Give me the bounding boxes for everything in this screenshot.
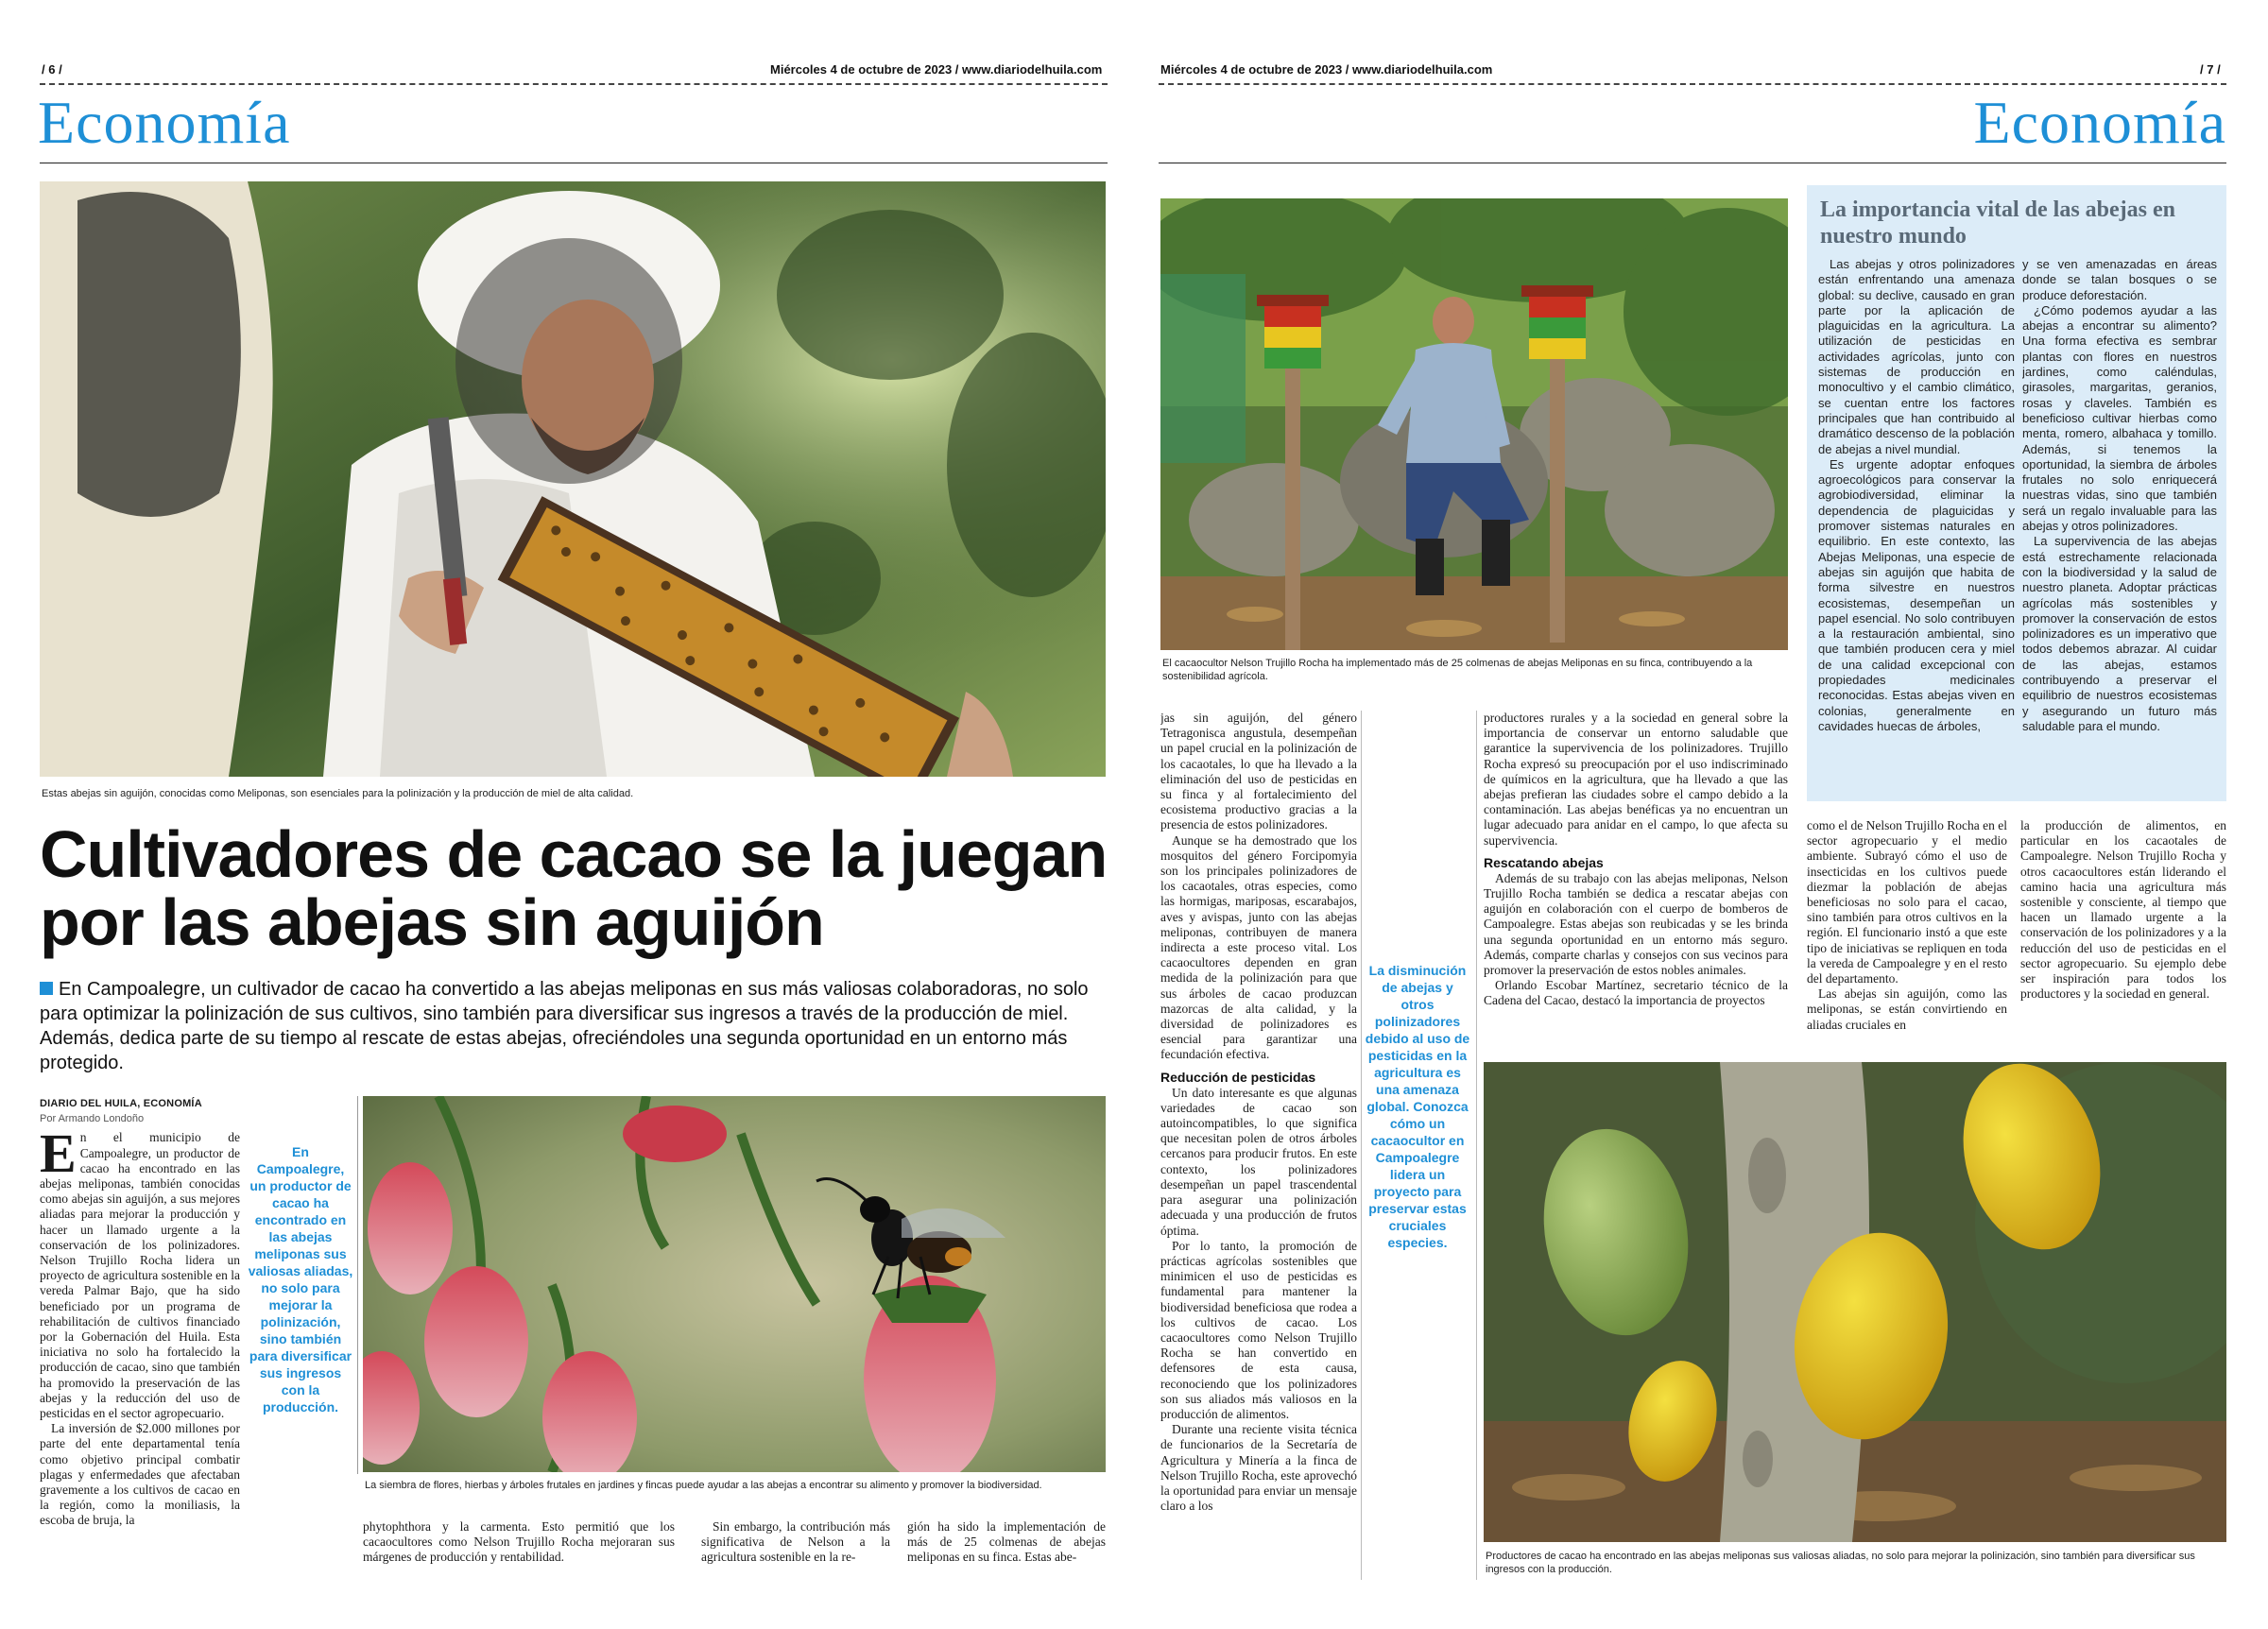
article-column-p7-3: [1807, 818, 2007, 1060]
subhead-rescue: Rescatando abejas: [1484, 854, 1604, 870]
paragraph: Además de su trabajo con las abejas meliponas, Nelson Trujillo Rocha también se dedica a rescatar abejas con aguijón en colaboración con el cuerpo de bomberos de Campoalegre. Estas abejas son reubicadas y se les brinda una segunda oportunidad en un entorno más seguro. Además, comparte charlas y consejos con sus vecinos para promover la preservación de estos nobles animales.: [1484, 870, 1788, 978]
farmer-photo-caption: El cacaocultor Nelson Trujillo Rocha ha implementado más de 25 colmenas de abejas Meliponas en su finca, contribuyendo a la sostenibilidad agrícola.: [1162, 658, 1753, 682]
bottom-column-2: [701, 1519, 890, 1576]
cacao-pods-photo: [1484, 1062, 2226, 1542]
article-column-1: [40, 1096, 240, 1587]
paragraph: como el de Nelson Trujillo Rocha en el sector agropecuario y el medio ambiente. Subrayó cómo el uso de insecticidas en los cultivos puede diezmar la población de abejas beneficiosas no solo para el cacao, sino también para otros cultivos en la región. El funcionario instó a que este tipo de iniciativas se repliquen en toda la vereda de Campoalegre y en el resto del departamento.: [1807, 818, 2007, 986]
paragraph: La supervivencia de las abejas está estrechamente relacionada con la biodiversidad y la salud de nuestro planeta. Adoptar prácticas agrícolas más sostenibles y promover la conservación de estos polinizadores es un imperativo que todos debemos abrazar. Al cuidar de las abejas, estamos contribuyendo a preservar el equilibrio de nuestros ecosistemas y asegurando un futuro más saludable para el mundo.: [2022, 534, 2217, 733]
date-and-site: Miércoles 4 de octubre de 2023 / www.diariodelhuila.com: [1160, 62, 1493, 77]
paragraph: Orlando Escobar Martínez, secretario técnico de la Cadena del Cacao, destacó la importancia de proyectos: [1484, 978, 1788, 1008]
article-column-p7-4: [2020, 818, 2226, 1060]
paragraph: Sin embargo, la contribución más significativa de Nelson a la agricultura sostenible en la re-: [701, 1519, 890, 1565]
paragraph: n el municipio de Campoalegre, un productor de cacao ha encontrado en las abejas meliponas, también conocidas como abejas sin aguijón, a sus mejores aliadas para mejorar la producción y hacer un llamado urgente a la conservación de los polinizadores. Nelson Trujillo Rocha lidera un proyecto de agricultura sostenible en la vereda Palmar Bajo, que ha sido beneficiado por un programa de rehabilitación de cultivos financiado por la Gobernación del Huila. Esta iniciativa no solo ha fortalecido la producción de cacao, sino que también ha promovido la preservación de las abejas y la reducción del uso de pesticidas en el sector agropecuario.: [40, 1130, 240, 1421]
column-divider: [1476, 711, 1477, 1580]
paragraph: jas sin aguijón, del género Tetragonisca angustula, desempeñan un papel crucial en la polinización de los cacaotales, lo que ha llevado a la eliminación del uso de pesticidas en su finca y al fortalecimiento del ecosistema productivo gracias a la presencia de estos polinizadores.: [1160, 711, 1357, 832]
lead-paragraph: [40, 977, 1108, 1075]
bee-on-flower-photo: [363, 1096, 1106, 1472]
drop-cap: E: [40, 1123, 77, 1185]
paragraph: Por lo tanto, la promoción de prácticas agrícolas sostenibles que minimicen el uso de pesticidas es fundamental para mantener la biodiversidad beneficiosa que rodea a los cultivos de cacao. Los cacaocultores como Nelson Trujillo Rocha se han convertido en defensores de esta causa, reconociendo que los polinizadores son sus aliados más valiosos en la producción de alimentos.: [1160, 1238, 1357, 1421]
date-and-site: Miércoles 4 de octubre de 2023 / www.diariodelhuila.com: [770, 62, 1103, 77]
farmer-with-hives-photo: [1160, 198, 1788, 650]
beekeeper-photo: [40, 181, 1106, 777]
lead-text: En Campoalegre, un cultivador de cacao ha convertido a las abejas meliponas en sus más valiosas colaboradoras, no solo para optimizar la polinización de sus cultivos, sino también para diversificar sus ingresos a través de la producción de miel. Además, dedica parte de su tiempo al rescate de estas abejas, ofreciéndoles una segunda oportunidad en un entorno más protegido.: [40, 979, 1089, 1073]
byline-author: Por Armando Londoño: [40, 1113, 145, 1125]
paragraph: phytophthora y la carmenta. Esto permitió que los cacaocultores como Nelson Trujillo Rocha mejoraran sus márgenes de producción y rentabilidad.: [363, 1519, 675, 1565]
lead-marker: [40, 982, 53, 995]
header-rule: [40, 83, 1108, 85]
cacao-photo-caption: Productores de cacao ha encontrado en las abejas meliponas sus valiosas aliadas, no solo para mejorar la polinización, sino también para diversificar sus ingresos con la producción.: [1486, 1551, 2195, 1575]
column-divider: [1361, 711, 1362, 1580]
header-rule: [1159, 83, 2226, 85]
paragraph: La inversión de $2.000 millones por parte del ente departamental tenía como objetivo principal combatir plagas y enfermedades que afectaban gravemente a los cultivos de cacao en la región, como la moniliasis, la escoba de bruja, la: [40, 1421, 240, 1528]
paragraph: Es urgente adoptar enfoques agroecológicos para conservar la agrobiodiversidad, eliminar la dependencia de plaguicidas y promover sistemas naturales en equilibrio. En este contexto, las Abejas Meliponas, una especie de abejas sin aguijón que habita de forma silvestre en nuestros ecosistemas, desempeñan un papel esencial. No solo contribuyen a la restauración ambiental, sino que también producen cera y miel de una calidad excepcional con propiedades medicinales reconocidas. Estas abejas viven en colonias, generalmente en cavidades huecas de árboles,: [1818, 456, 2015, 733]
bee-photo-caption: La siembra de flores, hierbas y árboles frutales en jardines y fincas puede ayudar a las abejas a encontrar su alimento y promover la biodiversidad.: [365, 1480, 1042, 1491]
paragraph: ¿Cómo podemos ayudar a las abejas a encontrar su alimento? Una forma efectiva es sembrar plantas con flores en nuestros jardines, como caléndulas, girasoles, margaritas, geranios, rosas y claveles. También es beneficioso cultivar hierbas como menta, romero, albahaca y tomillo. Además, si tenemos la oportunidad, la siembra de árboles frutales no solo enriquecerá nuestras vidas, sino que también será un regalo invaluable para las abejas y otros polinizadores.: [2022, 302, 2217, 534]
page-number: / 6 /: [42, 62, 62, 77]
paragraph: Las abejas y otros polinizadores están enfrentando una amenaza global: su declive, causado en gran parte por la aplicación de plaguicidas en la agricultura. La utilización de pesticidas en actividades agrícolas, junto con sistemas de producción en monocultivo y el cambio climático, se cuentan entre los factores principales que han contribuido al dramático descenso de la población de abejas a nivel mundial.: [1818, 257, 2015, 456]
article-column-p7-2: [1484, 711, 1788, 1060]
pull-quote: La disminución de abejas y otros polinizadores debido al uso de pesticidas en la agricultura es una amenaza global. Conozca cómo un cacaocultor en Campoalegre lidera un proyecto para preservar estas cruciales especies.: [1365, 963, 1470, 1250]
sidebar-box: [1807, 185, 2226, 801]
page-number: / 7 /: [2200, 62, 2221, 77]
headline: Cultivadores de cacao se la juegan por las abejas sin aguijón: [40, 817, 1108, 959]
section-title: Economía: [38, 89, 291, 156]
subhead-pesticides: Reducción de pesticidas: [1160, 1069, 1316, 1085]
sidebar-column-right: [2022, 257, 2217, 794]
pull-quote: En Campoalegre, un productor de cacao ha encontrado en las abejas meliponas sus valiosas aliadas, no solo para mejorar la polinización, sino también para diversificar sus ingresos con la producción.: [248, 1144, 353, 1415]
main-photo-caption: Estas abejas sin aguijón, conocidas como Meliponas, son esenciales para la polinización y la producción de miel de alta calidad.: [42, 788, 634, 799]
paragraph: la producción de alimentos, en particular en los cacaotales de Campoalegre. Nelson Trujillo Rocha y otros cacaocultores están liderando el camino hacia una agricultura más sostenible y consciente, al tiempo que hacen un llamado urgente a la conservación de los polinizadores y a la reducción del uso de pesticidas en el sector agropecuario. Su ejemplo debe ser inspiración para todos los productores y la sociedad en general.: [2020, 818, 2226, 1002]
paragraph: Las abejas sin aguijón, como las meliponas, se están convirtiendo en aliadas cruciales en: [1807, 986, 2007, 1032]
sidebar-title: La importancia vital de las abejas en nuestro mundo: [1820, 197, 2175, 249]
paragraph: Aunque se ha demostrado que los mosquitos del género Forcipomyia son los principales polinizadores de los cacaotales, otras especies, como las hormigas, mariposas, escarabajos, aves y avispas, junto con las abejas meliponas, contribuyen de manera indirecta a este proceso vital. Los cacaocultores dependen en gran medida de la polinización para que sus árboles de cacao produzcan mazorcas de alta calidad, y la diversidad de polinizadores es esencial para garantizar una fecundación efectiva.: [1160, 832, 1357, 1062]
bottom-column-1: [363, 1519, 675, 1576]
sidebar-column-left: [1818, 257, 2015, 794]
paragraph: productores rurales y a la sociedad en general sobre la importancia de conservar un entorno saludable que garantice la supervivencia de los polinizadores. Trujillo Rocha expresó su preocupación por el uso indiscriminado de químicos en la agricultura, que ha llevado a que las abejas prefieran las ciudades sobre el campo debido a la contaminación. Las abejas benéficas ya no encuentran un lugar adecuado para anidar en el campo, lo que afecta su supervivencia.: [1484, 711, 1788, 848]
section-title: Economía: [1973, 89, 2226, 156]
article-column-p7-1: [1160, 711, 1357, 1580]
paragraph: Durante una reciente visita técnica de funcionarios de la Secretaría de Agricultura y Minería a la finca de Nelson Trujillo Rocha, este aprovechó la oportunidad para enviar un mensaje claro a los: [1160, 1422, 1357, 1514]
paragraph: y se ven amenazadas en áreas donde se talan bosques o se produce deforestación.: [2022, 257, 2217, 302]
page-7: [1134, 0, 2268, 1629]
bottom-column-3: [907, 1519, 1106, 1576]
paragraph: gión ha sido la implementación de más de 25 colmenas de abejas meliponas en su finca. Estas abe-: [907, 1519, 1106, 1565]
column-divider: [357, 1096, 358, 1474]
paragraph: Un dato interesante es que algunas variedades de cacao son autoincompatibles, lo que significa que necesitan polen de otros árboles cercanos para producir frutos. En este contexto, los polinizadores desempeñan un papel trascendental para asegurar una polinización adecuada y una producción de frutos óptima.: [1160, 1085, 1357, 1238]
byline-outlet: DIARIO DEL HUILA, ECONOMÍA: [40, 1098, 202, 1109]
